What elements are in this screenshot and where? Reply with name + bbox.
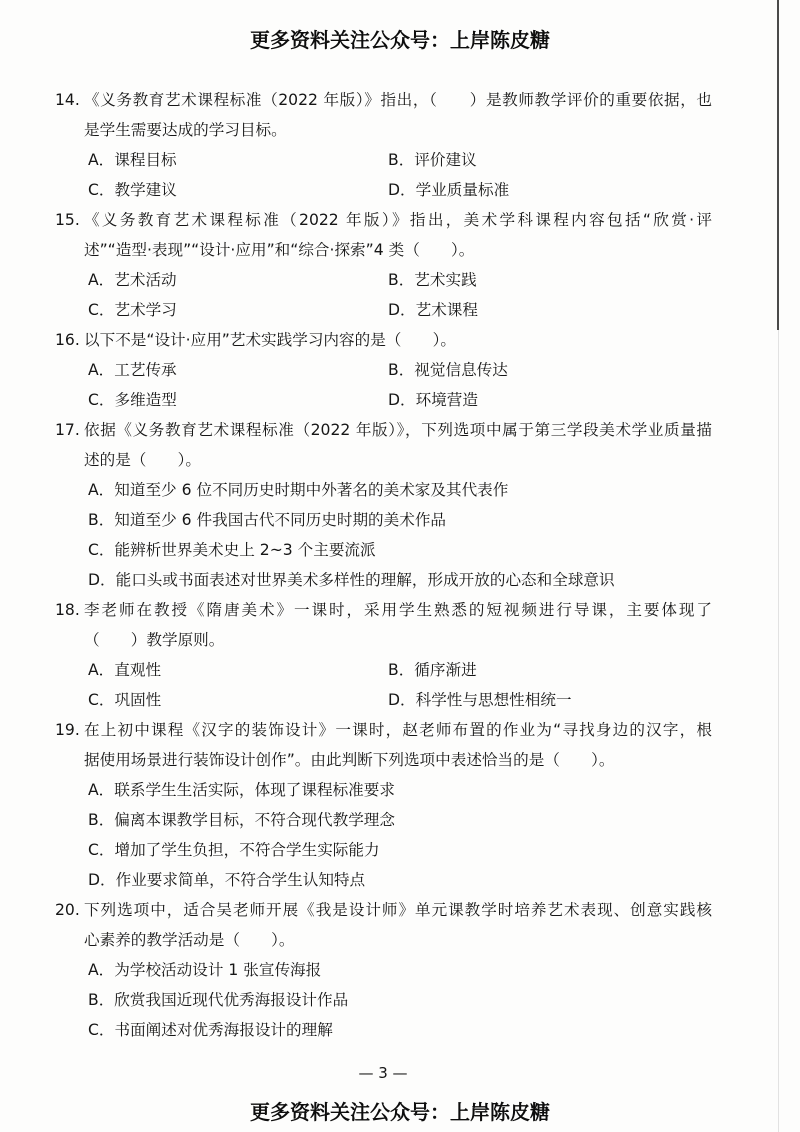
option-row [0, 385, 800, 415]
option-text: 视觉信息传达 [414, 361, 508, 379]
option-text: 能辨析世界美术史上 2~3 个主要流派 [114, 541, 376, 559]
question-stem-line [0, 115, 800, 145]
question-stem-line [0, 715, 800, 745]
option-text: 科学性与思想性相统一 [415, 691, 572, 709]
option-label: A． [88, 661, 115, 679]
question-number: 14. [55, 91, 80, 109]
option-label: D． [388, 301, 416, 319]
question-number: 15. [55, 211, 80, 229]
option-row [0, 295, 800, 325]
option-a [88, 655, 161, 685]
option-b [388, 355, 508, 385]
option-text: 书面阐述对优秀海报设计的理解 [114, 1021, 333, 1039]
option-label: C． [88, 1021, 115, 1039]
option-text: 评价建议 [414, 151, 477, 169]
option-row [0, 475, 800, 505]
option-c [88, 1015, 333, 1045]
question-stem-line [0, 595, 800, 625]
option-label: C． [88, 301, 115, 319]
question-stem-text: 以下不是“设计·应用”艺术实践学习内容的是（ ）。 [84, 331, 456, 349]
option-label: D． [88, 871, 116, 889]
option-label: B． [388, 151, 415, 169]
option-b [88, 505, 446, 535]
option-text: 增加了学生负担，不符合学生实际能力 [114, 841, 380, 859]
option-c [88, 835, 380, 865]
option-text: 教学建议 [114, 181, 177, 199]
option-text: 知道至少 6 位不同历史时期中外著名的美术家及其代表作 [114, 481, 509, 499]
option-text: 联系学生生活实际，体现了课程标准要求 [114, 781, 395, 799]
option-label: B． [88, 991, 115, 1009]
question-stem-text: 据使用场景进行装饰设计创作”。由此判断下列选项中表述恰当的是（ ）。 [84, 751, 615, 769]
question-stem-line [0, 415, 800, 445]
option-text: 循序渐进 [414, 661, 477, 679]
option-label: A． [88, 271, 115, 289]
option-row [0, 805, 800, 835]
option-row [0, 145, 800, 175]
option-a [88, 475, 508, 505]
option-row [0, 865, 800, 895]
option-row [0, 535, 800, 565]
question-16 [0, 325, 800, 415]
option-label: A． [88, 361, 115, 379]
option-d [388, 685, 572, 715]
question-number: 16. [55, 331, 80, 349]
option-label: D． [388, 181, 416, 199]
option-label: A． [88, 781, 115, 799]
option-row [0, 355, 800, 385]
question-stem-line [0, 745, 800, 775]
question-18 [0, 595, 800, 715]
option-text: 艺术学习 [114, 301, 177, 319]
question-number: 20. [55, 901, 80, 919]
question-stem-line [0, 85, 800, 115]
option-d [88, 865, 365, 895]
option-label: B． [88, 811, 115, 829]
option-text: 作业要求简单，不符合学生认知特点 [115, 871, 366, 889]
option-row [0, 175, 800, 205]
option-text: 为学校活动设计 1 张宣传海报 [114, 961, 322, 979]
question-15 [0, 205, 800, 325]
option-c [88, 175, 177, 205]
option-text: 艺术课程 [415, 301, 478, 319]
option-label: C． [88, 691, 115, 709]
question-stem-line [0, 625, 800, 655]
option-label: A． [88, 481, 115, 499]
option-label: D． [88, 571, 116, 589]
option-label: D． [388, 391, 416, 409]
option-row [0, 655, 800, 685]
option-label: B． [88, 511, 115, 529]
option-text: 学业质量标准 [415, 181, 510, 199]
option-text: 偏离本课教学目标，不符合现代教学理念 [114, 811, 395, 829]
option-text: 欣赏我国近现代优秀海报设计作品 [114, 991, 349, 1009]
option-text: 工艺传承 [114, 361, 177, 379]
option-text: 知道至少 6 件我国古代不同历史时期的美术作品 [114, 511, 447, 529]
question-stem-text: 是学生需要达成的学习目标。 [84, 121, 287, 139]
option-label: C． [88, 541, 115, 559]
option-c [88, 685, 161, 715]
question-list [0, 85, 800, 1045]
option-b [88, 985, 348, 1015]
option-row [0, 685, 800, 715]
option-label: D． [388, 691, 416, 709]
option-label: C． [88, 181, 115, 199]
option-text: 直观性 [114, 661, 162, 679]
question-20 [0, 895, 800, 1045]
question-stem-line [0, 925, 800, 955]
option-row [0, 565, 800, 595]
option-a [88, 265, 177, 295]
option-label: B． [388, 271, 415, 289]
option-label: C． [88, 841, 115, 859]
option-text: 艺术活动 [114, 271, 177, 289]
option-label: B． [388, 361, 415, 379]
option-text: 环境营造 [415, 391, 478, 409]
option-text: 巩固性 [114, 691, 162, 709]
question-stem-text: 心素养的教学活动是（ ）。 [84, 931, 295, 949]
option-d [388, 295, 478, 325]
question-stem-text: 下列选项中，适合吴老师开展《我是设计师》单元课教学时培养艺术表现、创意实践核 [84, 901, 712, 919]
question-stem-text: 在上初中课程《汉字的装饰设计》一课时，赵老师布置的作业为“寻找身边的汉字，根 [84, 721, 712, 739]
option-b [388, 145, 477, 175]
option-a [88, 775, 395, 805]
option-c [88, 535, 376, 565]
question-stem-line [0, 895, 800, 925]
option-row [0, 505, 800, 535]
page-number: — 3 — [358, 1064, 408, 1082]
option-a [88, 955, 321, 985]
option-row [0, 1015, 800, 1045]
option-text: 多维造型 [114, 391, 177, 409]
question-stem-line [0, 445, 800, 475]
question-stem-text: 述的是（ ）。 [84, 451, 201, 469]
option-c [88, 385, 177, 415]
option-label: A． [88, 151, 115, 169]
question-stem-text: （ ）教学原则。 [84, 631, 225, 649]
option-row [0, 265, 800, 295]
option-row [0, 985, 800, 1015]
option-text: 课程目标 [114, 151, 177, 169]
option-a [88, 145, 177, 175]
option-c [88, 295, 177, 325]
question-stem-text: 《义务教育艺术课程标准（2022 年版）》指出，（ ）是教师教学评价的重要依据，也 [84, 91, 712, 109]
option-b [388, 265, 477, 295]
question-stem-text: 述”“造型·表现”“设计·应用”和“综合·探索”4 类（ ）。 [84, 241, 475, 259]
page-footer-banner: 更多资料关注公众号：上岸陈皮糖 [250, 1100, 550, 1124]
option-row [0, 775, 800, 805]
question-14 [0, 85, 800, 205]
question-stem-text: 《义务教育艺术课程标准（2022 年版）》指出，美术学科课程内容包括“欣赏·评 [84, 211, 712, 229]
option-text: 能口头或书面表述对世界美术多样性的理解，形成开放的心态和全球意识 [115, 571, 615, 589]
question-stem-line [0, 205, 800, 235]
question-stem-line [0, 325, 800, 355]
question-stem-text: 李老师在教授《隋唐美术》一课时，采用学生熟悉的短视频进行导课，主要体现了 [84, 601, 712, 619]
question-17 [0, 415, 800, 595]
option-a [88, 355, 177, 385]
question-19 [0, 715, 800, 895]
option-label: A． [88, 961, 115, 979]
question-stem-line [0, 235, 800, 265]
option-d [88, 565, 615, 595]
option-d [388, 385, 478, 415]
page-header-banner: 更多资料关注公众号：上岸陈皮糖 [250, 28, 550, 52]
option-b [388, 655, 477, 685]
option-text: 艺术实践 [414, 271, 477, 289]
option-label: C． [88, 391, 115, 409]
option-row [0, 955, 800, 985]
option-d [388, 175, 509, 205]
option-label: B． [388, 661, 415, 679]
question-stem-text: 依据《义务教育艺术课程标准（2022 年版）》，下列选项中属于第三学段美术学业质量描 [84, 421, 712, 439]
option-row [0, 835, 800, 865]
option-b [88, 805, 395, 835]
question-number: 17. [55, 421, 80, 439]
question-number: 19. [55, 721, 80, 739]
question-number: 18. [55, 601, 80, 619]
